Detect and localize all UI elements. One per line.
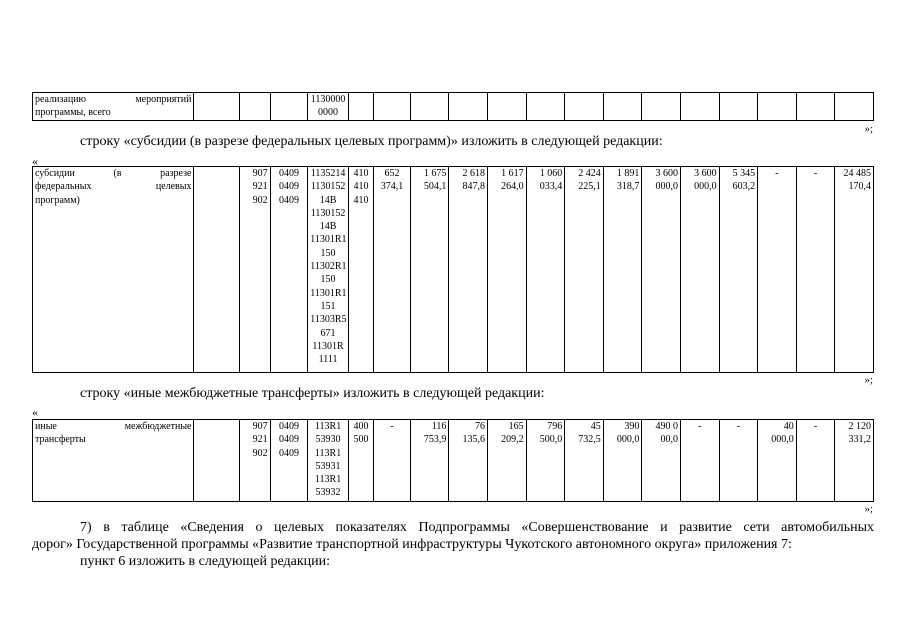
row-name-line: реализацию мероприятий	[35, 94, 192, 105]
row-name-line: программ)	[35, 194, 80, 206]
csr-cell: 113R1 53930 113R1 53931 113R1 53932	[308, 420, 349, 502]
heading-transfers: строку «иные межбюджетные трансферты» изложить в следующей редакции:	[80, 386, 545, 401]
value-cell: 1 060 033,4	[526, 167, 565, 373]
value-cell-total: 24 485 170,4	[835, 167, 874, 373]
paragraph-item: пункт 6 изложить в следующей редакции:	[80, 554, 330, 569]
vr-cell: 400 500	[348, 420, 373, 502]
value-cell: 1 891 318,7	[603, 167, 642, 373]
value-cell: -	[719, 420, 758, 502]
paragraph-line: дорог» Государственной программы «Развитие транспортной инфраструктуры Чукотского автономного округа» приложения 7:	[32, 537, 792, 552]
value-cell: 1 675 504,1	[410, 167, 449, 373]
heading-subsidies: строку «субсидии (в разрезе федеральных целевых программ)» изложить в следующей редакции:	[80, 134, 663, 149]
opening-quote: «	[32, 154, 38, 168]
transfers-table	[32, 419, 874, 502]
row-name-cell	[33, 167, 194, 373]
value-cell: 1 617 264,0	[488, 167, 527, 373]
rzpr-cell: 0409 0409 0409	[270, 167, 308, 373]
value-cell: 390 000,0	[603, 420, 642, 502]
value-cell: 165 209,2	[488, 420, 527, 502]
csr-cell: 1130000 0000	[308, 93, 349, 121]
row-name-line: иные межбюджетные	[35, 421, 192, 432]
row-name-line: программы, всего	[35, 107, 111, 119]
vr-cell: 410 410 410	[348, 167, 373, 373]
table-row	[33, 167, 874, 373]
value-cell: 2 424 225,1	[565, 167, 604, 373]
row-name-line: субсидии (в разрезе	[35, 168, 192, 179]
csr-cell: 1135214 1130152 14В 1130152 14В 11301R1 150 11302R1 150 11301R1 151 11303R5 671 11301R 1111	[308, 167, 349, 373]
grbs-cell: 907 921 902	[240, 167, 270, 373]
value-cell: 3 600 000,0	[680, 167, 719, 373]
closing-quote: »;	[864, 123, 873, 135]
closing-quote: »;	[864, 503, 873, 515]
row-name-cell	[33, 93, 194, 121]
value-cell: -	[680, 420, 719, 502]
value-cell: 76 135,6	[449, 420, 488, 502]
value-cell: 490 0 00,0	[642, 420, 681, 502]
value-cell: 652 374,1	[374, 167, 411, 373]
value-cell: -	[758, 167, 797, 373]
table-row	[33, 420, 874, 502]
value-cell: 45 732,5	[565, 420, 604, 502]
closing-quote: »;	[864, 374, 873, 386]
row-name-cell	[33, 420, 194, 502]
top-table	[32, 92, 874, 121]
paragraph	[32, 519, 874, 570]
value-cell: 3 600 000,0	[642, 167, 681, 373]
row-name-line: федеральных целевых	[35, 181, 192, 193]
value-cell: 796 500,0	[526, 420, 565, 502]
table-row	[33, 93, 874, 121]
value-cell: 116 753,9	[410, 420, 449, 502]
value-cell: 5 345 603,2	[719, 167, 758, 373]
row-name-line: трансферты	[35, 434, 86, 446]
opening-quote: «	[32, 405, 38, 419]
rzpr-cell: 0409 0409 0409	[270, 420, 308, 502]
paragraph-line: 7) в таблице «Сведения о целевых показателях Подпрограммы «Совершенствование и развитие сети автомобильных	[80, 520, 874, 535]
value-cell-total: 2 120 331,2	[835, 420, 874, 502]
value-cell: -	[796, 167, 835, 373]
value-cell: -	[796, 420, 835, 502]
grbs-cell: 907 921 902	[240, 420, 270, 502]
value-cell: 2 618 847,8	[449, 167, 488, 373]
subsidies-table	[32, 166, 874, 373]
value-cell: -	[374, 420, 411, 502]
value-cell: 40 000,0	[758, 420, 797, 502]
